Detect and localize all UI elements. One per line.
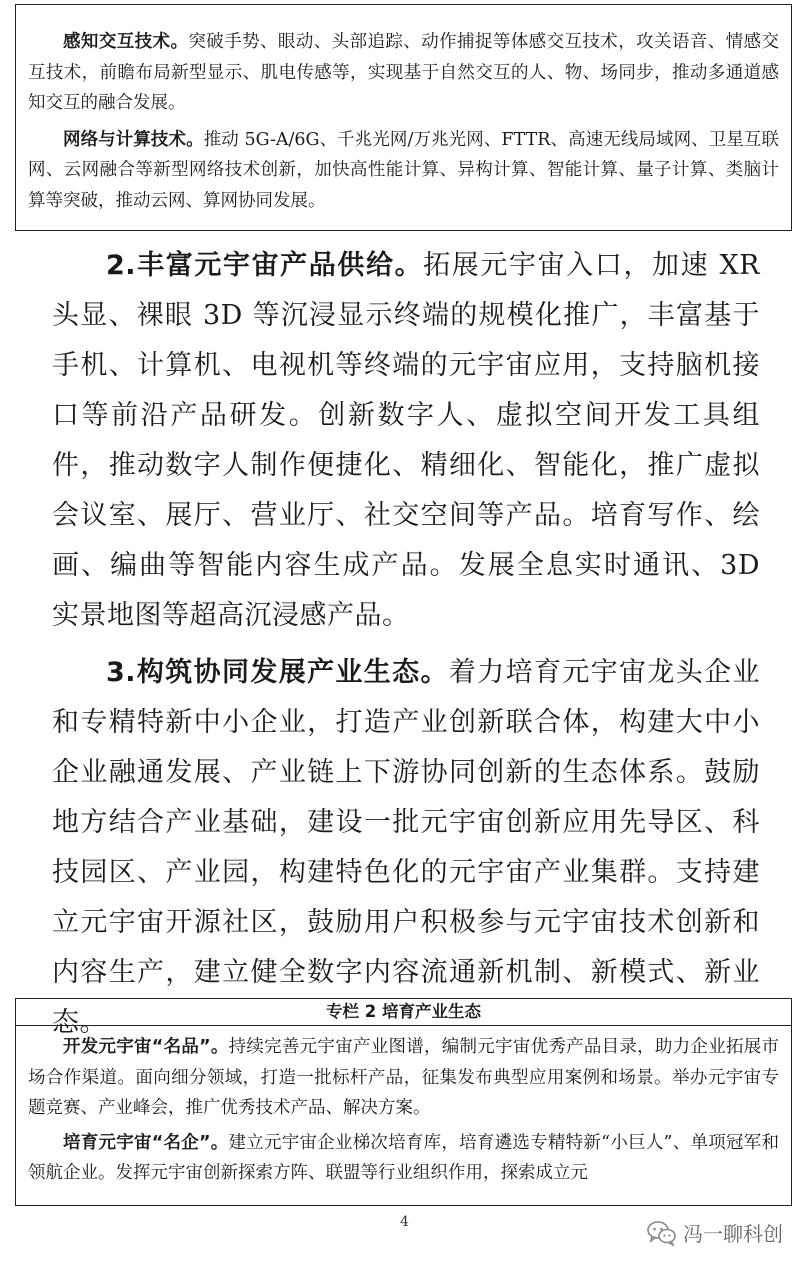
watermark-text: 冯一聊科创 [683,1222,783,1246]
box1-paragraph-1 [28,27,779,119]
box2-paragraph-2 [28,1128,779,1189]
page-number: 4 [400,1214,409,1230]
section-3-paragraph [52,648,760,1048]
column-2-title: 专栏 2 培育产业生态 [16,999,791,1026]
section-2-paragraph [52,241,760,641]
box1-heading-1: 感知交互技术。 [63,32,189,52]
section-2-heading: 2.丰富元宇宙产品供给。 [106,250,424,281]
box1-heading-2: 网络与计算技术。 [63,129,204,150]
column-2-callout-box [15,998,792,1206]
wechat-icon [647,1220,677,1246]
box2-heading-2: 培育元宇宙“名企”。 [63,1132,229,1153]
box2-body-1: 持续完善元宇宙产业图谱，编制元宇宙优秀产品目录，助力企业拓展市场合作渠道。面向细分领域，打造一批标杆产品，征集发布典型应用案例和场景。举办元宇宙专题竞赛、产业峰会，推广优秀技术产品、解决方案。 [28,1037,779,1118]
wechat-watermark [647,1218,783,1247]
section-3-body: 着力培育元宇宙龙头企业和专精特新中小企业，打造产业创新联合体，构建大中小企业融通发展、产业链上下游协同创新的生态体系。鼓励地方结合产业基础，建设一批元宇宙创新应用先导区、科技园区、产业园，构建特色化的元宇宙产业集群。支持建立元宇宙开源社区，鼓励用户积极参与元宇宙技术创新和内容生产，建立健全数字内容流通新机制、新模式、新业态。 [52,657,761,1038]
box2-heading-1: 开发元宇宙“名品”。 [63,1037,229,1057]
section-3-heading: 3.构筑协同发展产业生态。 [106,657,449,688]
tech-callout-box [15,4,792,231]
box2-paragraph-1 [28,1032,779,1124]
box2-body-2: 建立元宇宙企业梯次培育库，培育遴选专精特新“小巨人”、单项冠军和领航企业。发挥元宇宙创新探索方阵、联盟等行业组织作用，探索成立元 [28,1132,779,1183]
section-2-body: 拓展元宇宙入口，加速 XR 头显、裸眼 3D 等沉浸显示终端的规模化推广，丰富基于手机、计算机、电视机等终端的元宇宙应用，支持脑机接口等前沿产品研发。创新数字人、虚拟空间开发工具组件，推动数字人制作便捷化、精细化、智能化，推广虚拟会议室、展厅、营业厅、社交空间等产品。培育写作、绘画、编曲等智能内容生成产品。发展全息实时通讯、3D 实景地图等超高沉浸感产品。 [52,250,760,631]
box1-body-1: 突破手势、眼动、头部追踪、动作捕捉等体感交互技术，攻关语音、情感交互技术，前瞻布局新型显示、肌电传感等，实现基于自然交互的人、物、场同步，推动多通道感知交互的融合发展。 [28,32,780,113]
box1-body-2: 推动 5G-A/6G、千兆光网/万兆光网、FTTR、高速无线局域网、卫星互联网、云网融合等新型网络技术创新，加快高性能计算、异构计算、智能计算、量子计算、类脑计算等突破，推动云网、算网协同发展。 [28,129,780,211]
box1-paragraph-2 [28,125,779,217]
